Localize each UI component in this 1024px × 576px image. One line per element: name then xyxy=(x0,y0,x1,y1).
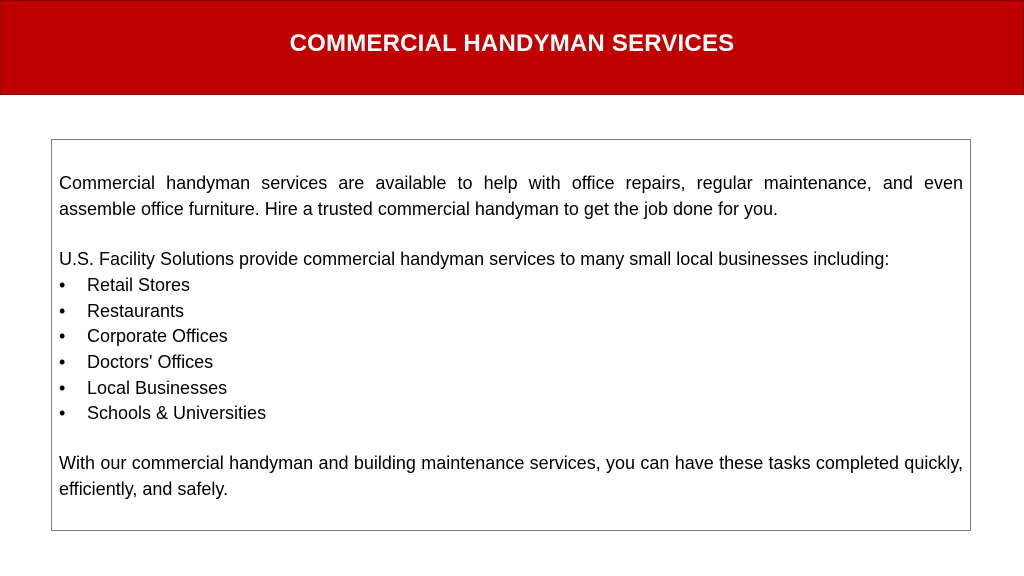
list-item xyxy=(59,323,963,349)
list-item xyxy=(59,400,963,426)
list-item-label: Restaurants xyxy=(87,300,185,321)
content-box xyxy=(51,139,971,531)
paragraph-spacer xyxy=(59,426,963,450)
list-item xyxy=(59,349,963,375)
intro-paragraph: Commercial handyman services are available to help with office repairs, regular maintenance, and even assemble office furniture. Hire a trusted commercial handyman to get the job done for you. xyxy=(59,173,963,219)
list-item-label: Local Businesses xyxy=(87,377,228,398)
list-item-label: Schools & Universities xyxy=(87,403,267,424)
paragraph-spacer xyxy=(59,222,963,246)
bullet-icon: • xyxy=(59,326,66,347)
list-item xyxy=(59,375,963,401)
list-item xyxy=(59,298,963,324)
page-title: COMMERCIAL HANDYMAN SERVICES xyxy=(289,29,735,57)
bullet-icon: • xyxy=(59,377,66,398)
closing-paragraph: With our commercial handyman and building maintenance services, you can have these tasks completed quickly, efficiently, and safely. xyxy=(59,453,963,500)
bullet-icon: • xyxy=(59,403,66,424)
bullet-icon: • xyxy=(59,300,66,321)
bullet-icon: • xyxy=(59,275,66,295)
lead-paragraph: U.S. Facility Solutions provide commercial handyman services to many small local businesses including: xyxy=(59,249,890,269)
header-bar xyxy=(0,0,1024,95)
list-item-label: Retail Stores xyxy=(87,275,191,295)
list-item-label: Corporate Offices xyxy=(87,326,228,347)
list-item xyxy=(59,272,963,298)
business-type-list xyxy=(59,272,963,426)
bullet-icon: • xyxy=(59,352,66,373)
list-item-label: Doctors' Offices xyxy=(87,352,214,373)
